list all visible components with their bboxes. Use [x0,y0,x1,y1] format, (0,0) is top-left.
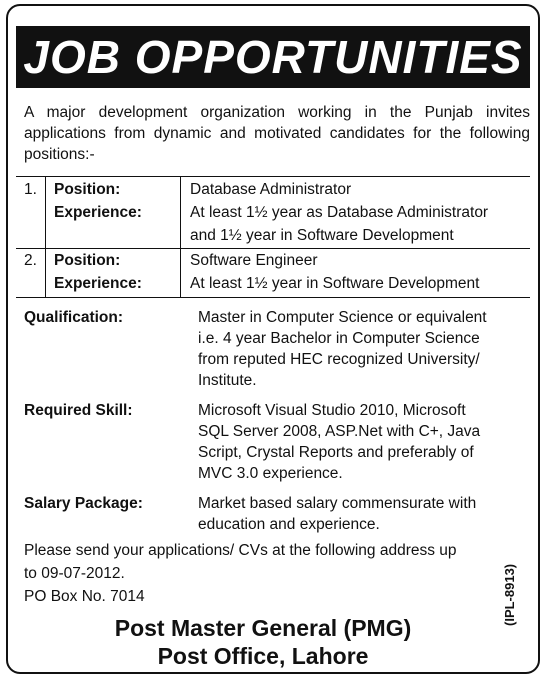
apply-line-1: Please send your applications/ CVs at the following address up [24,542,457,559]
experience-label-1: Experience: [54,204,142,221]
po-box: PO Box No. 7014 [24,588,145,605]
signature-line-2: Post Office, Lahore [157,643,369,669]
salary-text: Market based salary commensurate with education and experience. [198,495,477,533]
table-row-rule [16,248,530,249]
job-advertisement [6,4,540,674]
position-value-2: Software Engineer [190,252,318,269]
qualification-text: Master in Computer Science or equivalent i.e. 4 year Bachelor in Computer Science from reputed HEC recognized University/ Institute. [198,309,487,389]
experience-label-2: Experience: [54,275,142,292]
qualification-label: Qualification: [24,309,124,326]
table-top-rule [16,176,530,177]
position-number-1: 1. [24,181,37,198]
reference-code: (IPL-8913) [502,563,517,626]
experience-value-2: At least 1½ year in Software Development [190,275,480,292]
experience-value-1a: At least 1½ year as Database Administrator [190,204,489,221]
skill-label: Required Skill: [24,402,133,419]
page-title: JOB OPPORTUNITIES [16,26,530,88]
salary-label: Salary Package: [24,495,143,512]
position-label-2: Position: [54,252,121,269]
apply-line-2: to 09-07-2012. [24,565,125,582]
intro-paragraph: A major development organization working in the Punjab invites applications from dynamic and motivated candidates for the following positions:- [24,104,530,163]
position-value-1: Database Administrator [190,181,352,198]
table-divider-label [180,176,181,297]
signature-line-1: Post Master General (PMG) [114,615,412,641]
position-number-2: 2. [24,252,37,269]
experience-value-1b: and 1½ year in Software Development [190,227,454,244]
table-divider-number [45,176,46,297]
skill-text: Microsoft Visual Studio 2010, Microsoft SQL Server 2008, ASP.Net with C+, Java Script, Crystal Reports and preferably of MVC 3.0 experience. [198,402,481,482]
position-label-1: Position: [54,181,121,198]
table-bottom-rule [16,297,530,298]
